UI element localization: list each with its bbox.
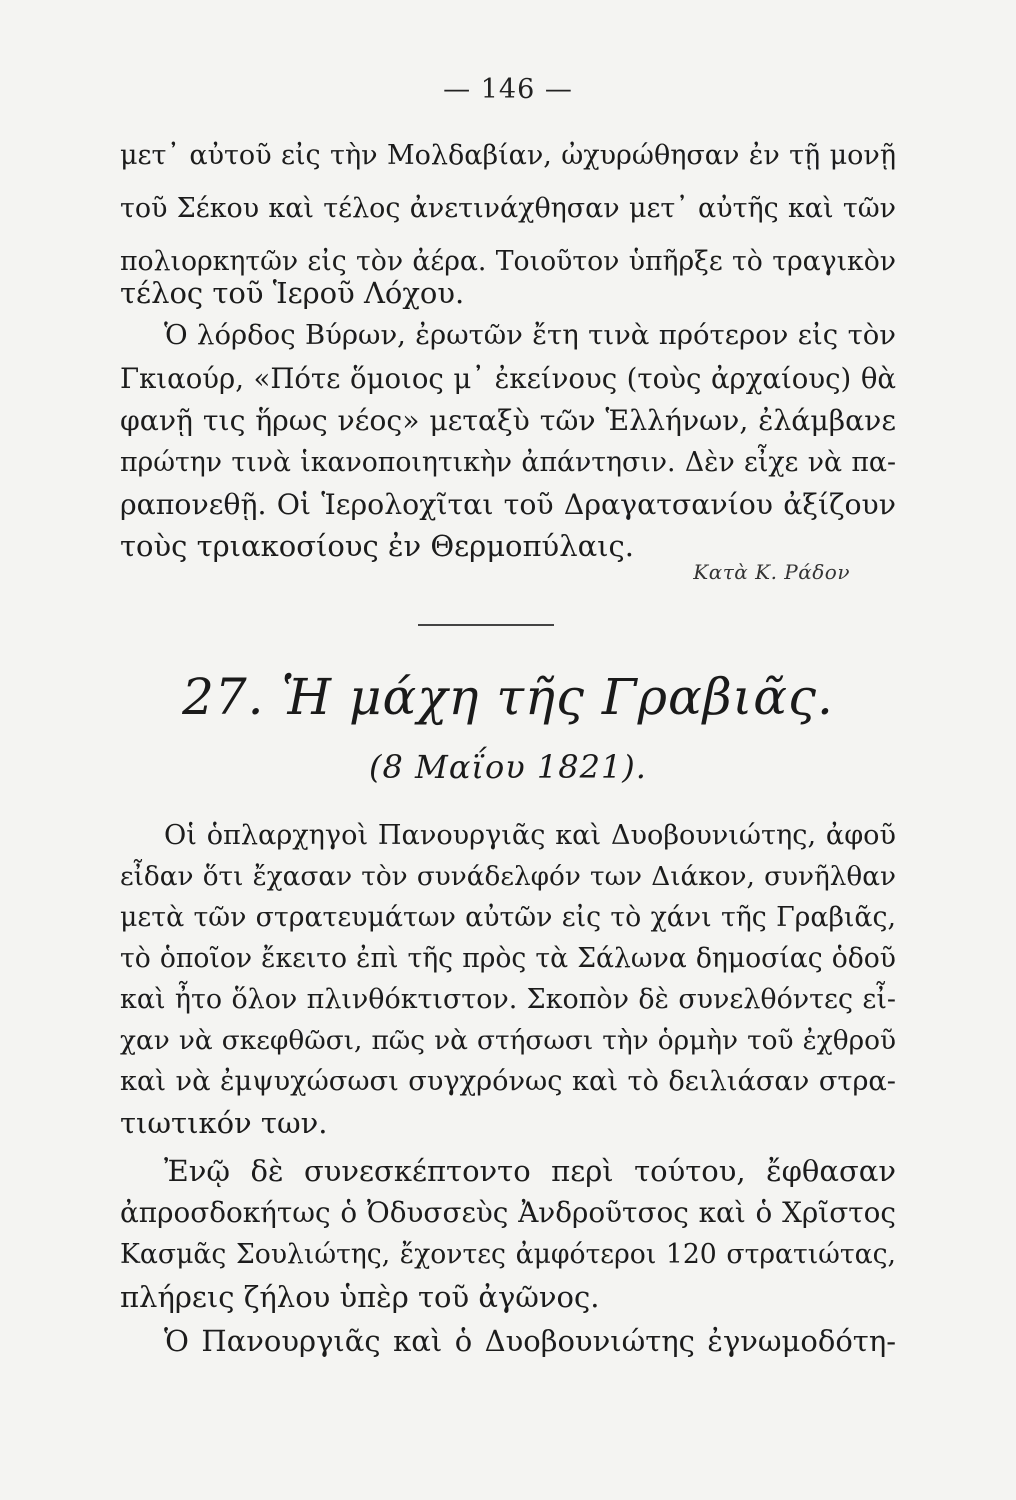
text-line: μετ᾽ αὐτοῦ εἰς τὴν Μολδαβίαν, ὠχυρώθησαν ἐν τῇ μονῇ xyxy=(120,140,896,171)
text-line: χαν νὰ σκεφθῶσι, πῶς νὰ στήσωσι τὴν ὁρμὴν τοῦ ἐχθροῦ xyxy=(120,1026,896,1056)
text-line: ἀπροσδοκήτως ὁ Ὀδυσσεὺς Ἀνδροῦτσος καὶ ὁ Χρῖστος xyxy=(120,1196,896,1229)
text-line: τέλος τοῦ Ἱεροῦ Λόχου. xyxy=(120,276,465,310)
text-line: καὶ ἦτο ὅλον πλινθόκτιστον. Σκοπὸν δὲ συνελθόντες εἶ- xyxy=(120,984,896,1015)
text-line: τοὺς τριακοσίους ἐν Θερμοπύλαις. xyxy=(120,529,634,563)
text-line: τὸ ὁποῖον ἔκειτο ἐπὶ τῆς πρὸς τὰ Σάλωνα δημοσίας ὁδοῦ xyxy=(120,943,896,974)
source-attribution: Κατὰ Κ. Ράδον xyxy=(693,560,850,584)
text-line: Ἐνῷ δὲ συνεσκέπτοντο περὶ τούτου, ἔφθασαν xyxy=(164,1154,896,1188)
text-line: Ὁ λόρδος Βύρων, ἐρωτῶν ἔτη τινὰ πρότερον εἰς τὸν xyxy=(164,320,896,351)
chapter-title: 27. Ἡ μάχη τῆς Γραβιᾶς. xyxy=(182,668,834,726)
text-line: Γκιαούρ, «Πότε ὅμοιος μ᾽ ἐκείνους (τοὺς ἀρχαίους) θὰ xyxy=(120,363,896,395)
text-line: πολιορκητῶν εἰς τὸν ἀέρα. Τοιοῦτον ὑπῆρξε τὸ τραγικὸν xyxy=(120,246,896,277)
text-line: πρώτην τινὰ ἱκανοποιητικὴν ἀπάντησιν. Δὲν εἶχε νὰ πα- xyxy=(120,447,896,478)
text-line: τιωτικόν των. xyxy=(120,1106,328,1140)
text-line: μετὰ τῶν στρατευμάτων αὐτῶν εἰς τὸ χάνι τῆς Γραβιᾶς, xyxy=(120,902,896,933)
page-number: — 146 — xyxy=(443,74,573,105)
text-line: πλήρεις ζήλου ὑπὲρ τοῦ ἀγῶνος. xyxy=(120,1280,600,1314)
text-line: Κασμᾶς Σουλιώτης, ἔχοντες ἀμφότεροι 120 στρατιώτας, xyxy=(120,1239,896,1270)
section-divider xyxy=(418,624,554,626)
text-line: εἶδαν ὅτι ἔχασαν τὸν συνάδελφόν των Διάκον, συνῆλθαν xyxy=(120,862,896,892)
text-line: ραπονεθῇ. Οἱ Ἱερολοχῖται τοῦ Δραγατσανίου ἀξίζουν xyxy=(120,488,896,521)
chapter-date: (8 Μαΐου 1821). xyxy=(369,748,647,786)
text-line: τοῦ Σέκου καὶ τέλος ἀνετινάχθησαν μετ᾽ αὐτῆς καὶ τῶν xyxy=(120,193,896,224)
text-line: Οἱ ὁπλαρχηγοὶ Πανουργιᾶς καὶ Δυοβουνιώτης, ἀφοῦ xyxy=(164,820,896,851)
text-line: καὶ νὰ ἐμψυχώσωσι συγχρόνως καὶ τὸ δειλιάσαν στρα- xyxy=(120,1066,896,1097)
text-line: φανῇ τις ἥρως νέος» μεταξὺ τῶν Ἑλλήνων, ἐλάμβανε xyxy=(120,404,896,437)
text-line: Ὁ Πανουργιᾶς καὶ ὁ Δυοβουνιώτης ἐγνωμοδότη- xyxy=(164,1324,896,1358)
